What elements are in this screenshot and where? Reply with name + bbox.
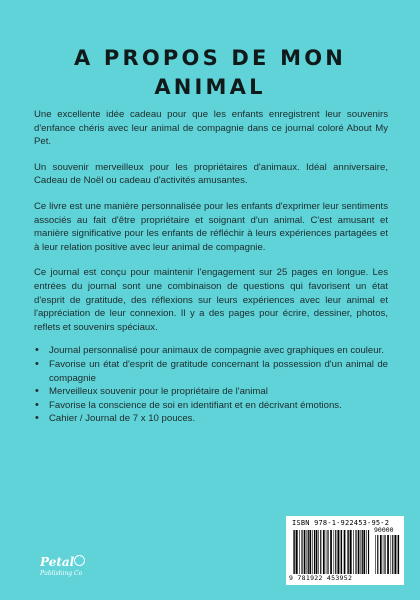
list-item-text: Favorise un état d'esprit de gratitude concernant la possession d'un animal de compagnie xyxy=(49,358,388,384)
list-item xyxy=(34,358,388,385)
bullet-icon: • xyxy=(35,412,39,425)
list-item xyxy=(34,344,388,358)
barcode-addon-code: 90000 xyxy=(374,526,394,534)
list-item-text: Journal personnalisé pour animaux de compagnie avec graphiques en couleur. xyxy=(49,345,384,357)
bullet-icon: • xyxy=(35,398,39,411)
list-item xyxy=(34,412,388,426)
paragraph-souvenir: Un souvenir merveilleux pour les propriétaires d'animaux. Idéal anniversaire, Cadeau de Noël ou cadeau d'activités amusantes. xyxy=(34,161,388,187)
barcode-bars-icon xyxy=(293,530,371,574)
bullet-icon: • xyxy=(35,344,39,357)
bullet-icon: • xyxy=(35,385,39,398)
paragraph-journal-design: Ce journal est conçu pour maintenir l'engagement sur 25 pages en longue. Les entrées du journal sont une combinaison de questions qui favorisent un état d'esprit de gratitude, des réflexions sur leurs expériences avec leur animal et l'appréciation de leur connexion. Il y a des pages pour écrire, dessiner, photos, reflets et souvenirs spéciaux. xyxy=(34,267,388,333)
publisher-subtitle: Publishing Co xyxy=(40,570,83,577)
feature-list xyxy=(34,344,388,426)
description-block xyxy=(34,108,388,426)
list-item-text: Merveilleux souvenir pour le propriétaire de l'animal xyxy=(49,386,268,398)
list-item-text: Favorise la conscience de soi en identifiant et en décrivant émotions. xyxy=(49,399,342,411)
barcode-number: 9 781922 453952 xyxy=(289,574,353,582)
list-item-text: Cahier / Journal de 7 x 10 pouces. xyxy=(49,413,196,425)
barcode-addon-bars-icon xyxy=(375,535,400,574)
title-line-2: ANIMAL xyxy=(154,75,266,99)
paragraph-gift-idea: Une excellente idée cadeau pour que les enfants enregistrent leur souvenirs d'enfance chéris avec leur animal de compagnie dans ce journal coloré About My Pet. xyxy=(34,109,388,148)
paragraph-personalized: Ce livre est une manière personnalisée pour les enfants d'exprimer leur sentiments associés au fait d'être propriétaire et soignant d'un animal. C'est amusant et manière significative pour les enfants de réfléchir à leurs expériences partagées et à leur relation positive avec leur animal de compagnie. xyxy=(34,200,388,253)
title-line-1: A PROPOS DE MON xyxy=(73,46,347,70)
publisher-name: Petal xyxy=(40,555,75,569)
isbn-label: ISBN 978-1-922453-95-2 xyxy=(292,519,390,527)
publisher-logo xyxy=(40,555,92,587)
bullet-icon: • xyxy=(35,357,39,370)
page-title xyxy=(0,44,420,102)
isbn-barcode xyxy=(286,516,404,585)
flower-icon xyxy=(74,555,85,566)
list-item xyxy=(34,385,388,399)
list-item xyxy=(34,399,388,413)
